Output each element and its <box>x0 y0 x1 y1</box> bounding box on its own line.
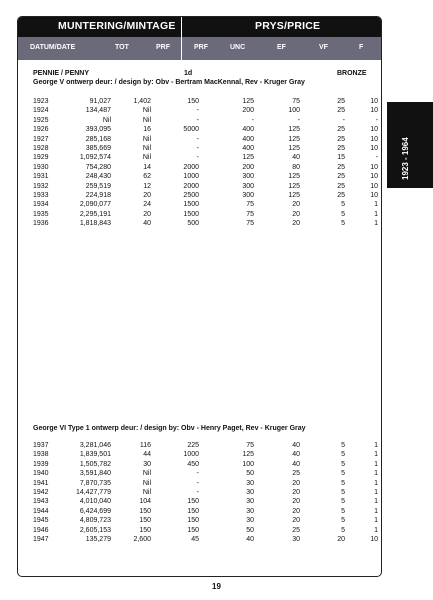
cell-f: 1 <box>374 210 378 218</box>
table-row <box>18 451 381 460</box>
cell-p2: - <box>196 135 199 143</box>
cell-vf: 15 <box>337 154 345 162</box>
table-row <box>18 211 381 220</box>
page-number: 19 <box>212 582 221 591</box>
cell-prf: 150 <box>139 526 151 534</box>
col-prf: PRF <box>156 44 170 51</box>
col-ef: EF <box>277 44 286 51</box>
table-row <box>18 498 381 507</box>
cell-f: 1 <box>374 442 378 449</box>
cell-unc: 200 <box>242 107 254 115</box>
cell-unc: 30 <box>246 498 254 506</box>
cell-ef: 20 <box>292 498 300 506</box>
cell-yr: 1923 <box>33 98 49 105</box>
col-unc: UNC <box>230 44 246 51</box>
cell-yr: 1946 <box>33 526 49 534</box>
table-row <box>18 527 381 536</box>
cell-f: 1 <box>374 507 378 515</box>
cell-vf: 25 <box>337 107 345 115</box>
col-prf-price: PRF <box>194 44 208 51</box>
cell-f: 10 <box>370 536 378 543</box>
year-range-tab <box>387 102 433 188</box>
cell-prf: 12 <box>143 182 151 190</box>
col-tot: TOT <box>115 44 129 51</box>
cell-f: 1 <box>374 460 378 468</box>
cell-vf: - <box>342 116 345 124</box>
cell-vf: 25 <box>337 163 345 171</box>
cell-yr: 1940 <box>33 470 49 478</box>
cell-prf: Nil <box>142 479 151 487</box>
table-row <box>18 201 381 210</box>
cell-p2: 45 <box>191 536 199 543</box>
cell-tot: 134,487 <box>85 107 111 115</box>
cell-vf: 5 <box>341 489 345 496</box>
cell-prf: 14 <box>143 163 151 171</box>
cell-p2: - <box>196 489 199 496</box>
cell-ef: 25 <box>292 526 300 534</box>
cell-yr: 1945 <box>33 517 49 525</box>
cell-f: - <box>375 154 378 162</box>
cell-unc: 30 <box>246 517 254 525</box>
cell-ef: 30 <box>292 536 300 543</box>
cell-p2: 450 <box>187 460 199 468</box>
cell-ef: 125 <box>288 145 300 152</box>
table-row <box>18 154 381 163</box>
cell-yr: 1939 <box>33 460 49 468</box>
cell-vf: 25 <box>337 182 345 190</box>
cell-f: 10 <box>370 182 378 190</box>
cell-p2: 1500 <box>183 201 199 209</box>
table-row <box>18 136 381 145</box>
cell-f: 10 <box>370 145 378 152</box>
cell-unc: 200 <box>242 163 254 171</box>
cell-unc: 75 <box>246 442 254 449</box>
cell-vf: 25 <box>337 135 345 143</box>
cell-tot: 1,505,782 <box>79 460 111 468</box>
cell-ef: - <box>297 116 300 124</box>
cell-p2: - <box>196 479 199 487</box>
cell-tot: 6,424,699 <box>79 507 111 515</box>
table-row <box>18 173 381 182</box>
cell-ef: 80 <box>292 163 300 171</box>
cell-f: 10 <box>370 98 378 105</box>
cell-tot: 135,279 <box>85 536 111 543</box>
cell-ef: 75 <box>292 98 300 105</box>
cell-yr: 1943 <box>33 498 49 506</box>
cell-prf: Nil <box>142 154 151 162</box>
cell-ef: 25 <box>292 470 300 478</box>
cell-vf: 5 <box>341 451 345 459</box>
cell-prf: 150 <box>139 507 151 515</box>
table-row <box>18 117 381 126</box>
cell-vf: 25 <box>337 126 345 134</box>
table-row <box>18 220 381 229</box>
cell-vf: 5 <box>341 498 345 506</box>
cell-p2: 5000 <box>183 126 199 134</box>
header-divider <box>181 17 182 37</box>
cell-yr: 1925 <box>33 116 49 124</box>
cell-unc: 40 <box>246 536 254 543</box>
cell-yr: 1926 <box>33 126 49 134</box>
cell-f: 1 <box>374 517 378 525</box>
cell-unc: 100 <box>242 460 254 468</box>
cell-f: 10 <box>370 192 378 199</box>
cell-tot: 754,280 <box>85 163 111 171</box>
cell-f: 10 <box>370 126 378 134</box>
cell-ef: 40 <box>292 460 300 468</box>
table-row <box>18 508 381 517</box>
table-row <box>18 480 381 489</box>
cell-yr: 1944 <box>33 507 49 515</box>
year-range-label: 1923 - 1964 <box>401 137 410 180</box>
cell-p2: 1000 <box>183 173 199 181</box>
cell-yr: 1942 <box>33 489 49 496</box>
cell-tot: 91,027 <box>89 98 111 105</box>
cell-yr: 1932 <box>33 182 49 190</box>
cell-ef: 40 <box>292 451 300 459</box>
cell-ef: 125 <box>288 126 300 134</box>
cell-unc: 400 <box>242 126 254 134</box>
cell-ef: 20 <box>292 201 300 209</box>
cell-tot: 3,281,046 <box>79 442 111 449</box>
cell-p2: - <box>196 470 199 478</box>
cell-ef: 20 <box>292 489 300 496</box>
cell-unc: 300 <box>242 192 254 199</box>
cell-prf: 30 <box>143 460 151 468</box>
cell-f: 1 <box>374 220 378 228</box>
table-row <box>18 145 381 154</box>
table-row <box>18 183 381 192</box>
cell-tot: 2,090,077 <box>79 201 111 209</box>
cell-tot: Nil <box>102 116 111 124</box>
cell-unc: 400 <box>242 145 254 152</box>
cell-unc: 50 <box>246 526 254 534</box>
cell-yr: 1930 <box>33 163 49 171</box>
cell-ef: 40 <box>292 154 300 162</box>
cell-f: 1 <box>374 201 378 209</box>
cell-p2: 500 <box>187 220 199 228</box>
cell-yr: 1924 <box>33 107 49 115</box>
cell-tot: 2,605,153 <box>79 526 111 534</box>
cell-tot: 259,519 <box>85 182 111 190</box>
cell-tot: 248,430 <box>85 173 111 181</box>
cell-tot: 14,427,779 <box>75 489 111 496</box>
cell-prf: 16 <box>143 126 151 134</box>
cell-prf: Nil <box>142 489 151 496</box>
col-f: F <box>359 44 364 51</box>
table-row <box>18 107 381 116</box>
table-row <box>18 517 381 526</box>
cell-prf: 20 <box>143 210 151 218</box>
cell-unc: 300 <box>242 182 254 190</box>
cell-tot: 2,295,191 <box>79 210 111 218</box>
cell-vf: 5 <box>341 517 345 525</box>
cell-tot: 1,092,574 <box>79 154 111 162</box>
cell-p2: 150 <box>187 526 199 534</box>
cell-vf: 5 <box>341 507 345 515</box>
cell-p2: - <box>196 145 199 152</box>
cell-p2: 150 <box>187 507 199 515</box>
cell-tot: 385,669 <box>85 145 111 152</box>
cell-vf: 25 <box>337 145 345 152</box>
cell-yr: 1947 <box>33 536 49 543</box>
cell-vf: 5 <box>341 460 345 468</box>
mintage-header: MUNTERING/MINTAGE <box>58 20 176 32</box>
cell-ef: 125 <box>288 173 300 181</box>
cell-f: 1 <box>374 526 378 534</box>
cell-ef: 125 <box>288 182 300 190</box>
cell-p2: 225 <box>187 442 199 449</box>
cell-yr: 1933 <box>33 192 49 199</box>
cell-prf: 24 <box>143 201 151 209</box>
cell-tot: 1,839,501 <box>79 451 111 459</box>
table-row <box>18 461 381 470</box>
cell-vf: 5 <box>341 210 345 218</box>
cell-p2: 1500 <box>183 210 199 218</box>
cell-p2: 150 <box>187 517 199 525</box>
cell-vf: 25 <box>337 192 345 199</box>
cell-ef: 20 <box>292 479 300 487</box>
cell-unc: 300 <box>242 173 254 181</box>
cell-f: 1 <box>374 470 378 478</box>
cell-yr: 1929 <box>33 154 49 162</box>
cell-f: 10 <box>370 135 378 143</box>
cell-tot: 7,870,735 <box>79 479 111 487</box>
cell-yr: 1938 <box>33 451 49 459</box>
cell-vf: 25 <box>337 173 345 181</box>
cell-prf: Nil <box>142 116 151 124</box>
cell-p2: 2000 <box>183 163 199 171</box>
cell-yr: 1928 <box>33 145 49 152</box>
design-note-george-v: George V ontwerp deur: / design by: Obv - Bertram MacKennal, Rev - Kruger Gray <box>33 79 305 86</box>
cell-yr: 1936 <box>33 220 49 228</box>
cell-ef: 20 <box>292 507 300 515</box>
table-row <box>18 489 381 498</box>
cell-f: 10 <box>370 163 378 171</box>
cell-p2: - <box>196 116 199 124</box>
col-vf: VF <box>319 44 328 51</box>
cell-unc: 125 <box>242 98 254 105</box>
cell-p2: 2500 <box>183 192 199 199</box>
cell-vf: 5 <box>341 479 345 487</box>
cell-f: 1 <box>374 451 378 459</box>
cell-yr: 1941 <box>33 479 49 487</box>
cell-prf: Nil <box>142 470 151 478</box>
price-table-header <box>18 17 381 37</box>
coin-name: PENNIE / PENNY <box>33 70 90 77</box>
cell-p2: - <box>196 107 199 115</box>
catalogue-table-frame <box>17 16 382 577</box>
table-row <box>18 98 381 107</box>
cell-tot: 224,918 <box>85 192 111 199</box>
cell-vf: 5 <box>341 470 345 478</box>
cell-p2: 150 <box>187 498 199 506</box>
cell-tot: 4,809,723 <box>79 517 111 525</box>
denomination: 1d <box>184 70 193 77</box>
cell-prf: 1,402 <box>133 98 151 105</box>
table-row <box>18 192 381 201</box>
table-row <box>18 470 381 479</box>
cell-unc: 75 <box>246 220 254 228</box>
cell-vf: 20 <box>337 536 345 543</box>
cell-vf: 25 <box>337 98 345 105</box>
design-note-george-vi: George VI Type 1 ontwerp deur: / design by: Obv - Henry Paget, Rev - Kruger Gray <box>33 425 306 432</box>
cell-yr: 1935 <box>33 210 49 218</box>
metal: BRONZE <box>337 70 367 77</box>
cell-f: 1 <box>374 479 378 487</box>
cell-prf: Nil <box>142 145 151 152</box>
cell-unc: - <box>251 116 254 124</box>
cell-unc: 125 <box>242 451 254 459</box>
cell-tot: 285,168 <box>85 135 111 143</box>
cell-p2: 150 <box>187 98 199 105</box>
cell-p2: 2000 <box>183 182 199 190</box>
cell-unc: 30 <box>246 489 254 496</box>
cell-unc: 50 <box>246 470 254 478</box>
cell-prf: 150 <box>139 517 151 525</box>
cell-prf: 104 <box>139 498 151 506</box>
cell-prf: 40 <box>143 220 151 228</box>
cell-yr: 1927 <box>33 135 49 143</box>
price-header: PRYS/PRICE <box>255 20 321 32</box>
cell-unc: 75 <box>246 210 254 218</box>
cell-tot: 1,818,843 <box>79 220 111 228</box>
table-row <box>18 536 381 545</box>
cell-f: 10 <box>370 173 378 181</box>
cell-unc: 30 <box>246 479 254 487</box>
cell-tot: 393,095 <box>85 126 111 134</box>
cell-yr: 1937 <box>33 442 49 449</box>
cell-f: 1 <box>374 498 378 506</box>
cell-yr: 1931 <box>33 173 49 181</box>
cell-prf: 62 <box>143 173 151 181</box>
column-header-bar <box>18 37 381 60</box>
cell-unc: 400 <box>242 135 254 143</box>
cell-ef: 20 <box>292 220 300 228</box>
cell-prf: Nil <box>142 135 151 143</box>
cell-ef: 125 <box>288 135 300 143</box>
cell-tot: 3,591,840 <box>79 470 111 478</box>
cell-tot: 4,010,040 <box>79 498 111 506</box>
cell-ef: 20 <box>292 210 300 218</box>
cell-f: - <box>375 116 378 124</box>
cell-ef: 125 <box>288 192 300 199</box>
cell-unc: 125 <box>242 154 254 162</box>
cell-prf: 44 <box>143 451 151 459</box>
cell-f: 1 <box>374 489 378 496</box>
col-date: DATUM/DATE <box>30 44 76 51</box>
cell-unc: 30 <box>246 507 254 515</box>
cell-ef: 100 <box>288 107 300 115</box>
cell-prf: 116 <box>139 442 151 449</box>
cell-yr: 1934 <box>33 201 49 209</box>
cell-vf: 5 <box>341 220 345 228</box>
table-row <box>18 164 381 173</box>
cell-vf: 5 <box>341 526 345 534</box>
table-row <box>18 126 381 135</box>
cell-vf: 5 <box>341 442 345 449</box>
cell-prf: 2,600 <box>133 536 151 543</box>
column-divider <box>181 37 182 60</box>
cell-unc: 75 <box>246 201 254 209</box>
cell-p2: 1000 <box>183 451 199 459</box>
cell-ef: 20 <box>292 517 300 525</box>
cell-ef: 40 <box>292 442 300 449</box>
cell-p2: - <box>196 154 199 162</box>
cell-f: 10 <box>370 107 378 115</box>
cell-prf: 20 <box>143 192 151 199</box>
table-row <box>18 442 381 451</box>
cell-prf: Nil <box>142 107 151 115</box>
cell-vf: 5 <box>341 201 345 209</box>
